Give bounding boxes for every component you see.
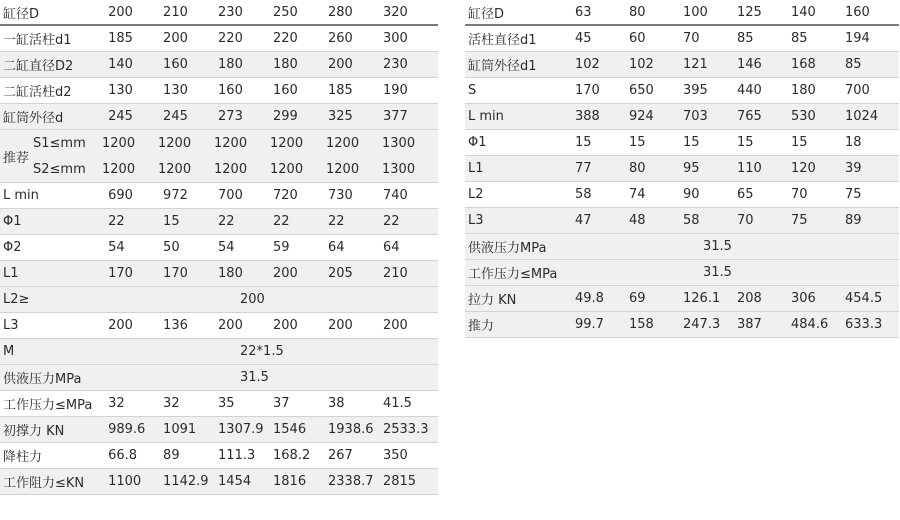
table-cell: 37 <box>273 396 290 411</box>
table-cell: 80 <box>629 161 646 176</box>
table-cell: 130 <box>108 83 133 98</box>
table-cell: 1200 <box>270 135 304 151</box>
row-label: L3 <box>468 213 484 228</box>
table-cell: 208 <box>737 291 762 306</box>
row-label: 缸径D <box>3 6 40 22</box>
table-cell: 650 <box>629 83 654 98</box>
table-cell: 89 <box>163 448 180 463</box>
table-cell: 245 <box>108 109 133 124</box>
table-cell: 1142.9 <box>163 474 209 489</box>
table-cell: 194 <box>845 31 870 46</box>
table-row <box>0 104 438 130</box>
table-row <box>465 156 899 182</box>
table-cell: 35 <box>218 396 235 411</box>
table-cell: 1200 <box>270 161 304 177</box>
table-cell: 730 <box>328 188 353 203</box>
row-label: Φ2 <box>3 240 22 255</box>
table-cell: 75 <box>845 187 862 202</box>
table-cell: 126.1 <box>683 291 721 306</box>
table-cell: 63 <box>575 4 592 20</box>
table-cell: 306 <box>791 291 816 306</box>
table-cell: 125 <box>737 4 762 20</box>
table-row <box>465 78 899 104</box>
table-cell: 66.8 <box>108 448 138 463</box>
table-cell: 70 <box>683 31 700 46</box>
table-cell: 22 <box>218 214 235 229</box>
merged-value: 22*1.5 <box>240 344 284 359</box>
row-label: 活柱直径d1 <box>468 33 537 48</box>
table-cell: 200 <box>328 318 353 333</box>
table-row <box>0 209 438 235</box>
table-cell: 136 <box>163 318 188 333</box>
table-cell: 1200 <box>102 161 136 177</box>
row-label: S1≤mm <box>33 135 86 151</box>
table-cell: 22 <box>108 214 125 229</box>
table-row <box>0 469 438 495</box>
table-cell: 200 <box>328 57 353 72</box>
right-spec-table <box>465 0 899 338</box>
row-label: 供液压力MPa <box>468 241 547 256</box>
table-cell: 325 <box>328 109 353 124</box>
table-cell: 247.3 <box>683 317 721 332</box>
row-label: L1 <box>468 161 484 176</box>
table-cell: 170 <box>163 266 188 281</box>
table-cell: 48 <box>629 213 646 228</box>
table-cell: 200 <box>163 31 188 46</box>
table-cell: 38 <box>328 396 345 411</box>
table-cell: 15 <box>791 135 808 150</box>
row-label: L1 <box>3 266 19 281</box>
row-label: 二缸直径D2 <box>3 59 74 74</box>
table-cell: 130 <box>163 83 188 98</box>
table-cell: 120 <box>791 161 816 176</box>
row-label: M <box>3 344 15 359</box>
table-cell: 54 <box>108 240 125 255</box>
table-cell: 15 <box>683 135 700 150</box>
table-cell: 70 <box>791 187 808 202</box>
table-cell: 45 <box>575 31 592 46</box>
table-cell: 320 <box>382 4 408 20</box>
table-row <box>0 0 438 26</box>
table-cell: 1200 <box>214 135 248 151</box>
table-row <box>0 313 438 339</box>
table-row <box>0 26 438 52</box>
table-cell: 280 <box>328 4 353 20</box>
row-label: L min <box>3 188 39 203</box>
table-cell: 299 <box>273 109 298 124</box>
table-cell: 200 <box>382 318 408 333</box>
row-label: 工作压力≤MPa <box>3 398 93 413</box>
table-cell: 395 <box>683 83 708 98</box>
table-cell: 1200 <box>214 161 248 177</box>
table-cell: 99.7 <box>575 317 604 332</box>
row-label: Φ1 <box>468 135 487 150</box>
table-cell: 111.3 <box>218 448 256 463</box>
table-cell: 15 <box>737 135 754 150</box>
table-cell: 740 <box>382 188 408 203</box>
table-row <box>465 208 899 234</box>
table-cell: 700 <box>845 83 870 98</box>
table-cell: 1200 <box>326 161 360 177</box>
merged-value: 200 <box>240 292 265 307</box>
table-row <box>465 234 899 260</box>
table-cell: 15 <box>575 135 592 150</box>
table-cell: 102 <box>629 57 654 72</box>
table-cell: 15 <box>163 214 180 229</box>
table-cell: 64 <box>328 240 345 255</box>
table-cell: 245 <box>163 109 188 124</box>
table-cell: 54 <box>218 240 235 255</box>
table-cell: 50 <box>163 240 180 255</box>
table-cell: 69 <box>629 291 646 306</box>
table-cell: 700 <box>218 188 243 203</box>
table-cell: 170 <box>108 266 133 281</box>
table-cell: 1024 <box>845 109 879 124</box>
table-cell: 160 <box>163 57 188 72</box>
table-cell: 1454 <box>218 474 252 489</box>
table-cell: 1200 <box>158 161 192 177</box>
row-label: 一缸活柱d1 <box>3 33 72 48</box>
table-cell: 47 <box>575 213 592 228</box>
table-cell: 160 <box>845 4 870 20</box>
table-cell: 989.6 <box>108 422 146 437</box>
table-cell: 273 <box>218 109 243 124</box>
table-row <box>465 52 899 78</box>
table-row <box>465 104 899 130</box>
table-cell: 59 <box>273 240 290 255</box>
table-cell: 972 <box>163 188 188 203</box>
row-label: 工作阻力≤KN <box>3 476 85 491</box>
table-cell: 1546 <box>273 422 307 437</box>
row-label: 初撑力 KN <box>3 424 65 439</box>
table-cell: 703 <box>683 109 708 124</box>
table-cell: 1300 <box>382 161 416 177</box>
table-cell: 180 <box>791 83 816 98</box>
table-cell: 41.5 <box>382 396 412 411</box>
table-cell: 2533.3 <box>382 422 429 437</box>
table-cell: 690 <box>108 188 133 203</box>
table-cell: 350 <box>382 448 408 463</box>
table-row <box>465 0 899 26</box>
table-cell: 200 <box>273 318 298 333</box>
table-cell: 74 <box>629 187 646 202</box>
table-row <box>0 78 438 104</box>
table-cell: 58 <box>575 187 592 202</box>
table-cell: 440 <box>737 83 762 98</box>
table-cell: 180 <box>218 57 243 72</box>
table-cell: 65 <box>737 187 754 202</box>
table-cell: 205 <box>328 266 353 281</box>
table-cell: 720 <box>273 188 298 203</box>
table-cell: 85 <box>737 31 754 46</box>
table-row <box>465 26 899 52</box>
table-cell: 200 <box>108 318 133 333</box>
table-cell: 1300 <box>382 135 416 151</box>
table-cell: 185 <box>108 31 133 46</box>
row-label: L2 <box>468 187 484 202</box>
row-label: 二缸活柱d2 <box>3 85 72 100</box>
group-label: 推荐 <box>3 150 30 166</box>
table-cell: 32 <box>108 396 125 411</box>
table-cell: 100 <box>683 4 708 20</box>
table-cell: 210 <box>163 4 188 20</box>
table-cell: 1200 <box>102 135 136 151</box>
table-cell: 388 <box>575 109 600 124</box>
table-row <box>0 365 438 391</box>
table-cell: 32 <box>163 396 180 411</box>
table-row <box>0 443 438 469</box>
table-cell: 170 <box>575 83 600 98</box>
table-cell: 220 <box>218 31 243 46</box>
left-spec-table <box>0 0 438 495</box>
table-row <box>0 183 438 209</box>
table-cell: 160 <box>218 83 243 98</box>
table-cell: 185 <box>328 83 353 98</box>
table-cell: 89 <box>845 213 862 228</box>
table-cell: 15 <box>629 135 646 150</box>
table-cell: 18 <box>845 135 862 150</box>
table-cell: 77 <box>575 161 592 176</box>
table-row <box>0 235 438 261</box>
table-cell: 230 <box>218 4 243 20</box>
table-cell: 1100 <box>108 474 142 489</box>
table-row <box>465 130 899 156</box>
row-label: 拉力 KN <box>468 293 517 308</box>
row-label: L min <box>468 109 504 124</box>
table-cell: 200 <box>108 4 133 20</box>
table-row <box>0 52 438 78</box>
group-rows <box>30 130 438 182</box>
table-cell: 75 <box>791 213 808 228</box>
table-cell: 210 <box>382 266 408 281</box>
table-row <box>0 261 438 287</box>
table-cell: 1200 <box>158 135 192 151</box>
table-cell: 765 <box>737 109 762 124</box>
table-cell: 1200 <box>326 135 360 151</box>
table-row <box>465 312 899 338</box>
table-cell: 70 <box>737 213 754 228</box>
table-row <box>465 286 899 312</box>
table-cell: 146 <box>737 57 762 72</box>
table-cell: 110 <box>737 161 762 176</box>
table-cell: 85 <box>845 57 862 72</box>
table-cell: 168.2 <box>273 448 311 463</box>
table-cell: 140 <box>108 57 133 72</box>
row-label: 降柱力 <box>3 450 43 465</box>
row-label: 缸径D <box>468 6 505 22</box>
table-cell: 180 <box>273 57 298 72</box>
table-cell: 267 <box>328 448 353 463</box>
row-label: 工作压力≤MPa <box>468 267 558 282</box>
table-cell: 484.6 <box>791 317 829 332</box>
table-cell: 387 <box>737 317 762 332</box>
table-cell: 377 <box>382 109 408 124</box>
recommended-stroke-group <box>0 130 438 183</box>
row-label: 推力 <box>468 319 495 334</box>
table-row <box>0 287 438 313</box>
table-cell: 168 <box>791 57 816 72</box>
table-cell: 160 <box>273 83 298 98</box>
table-cell: 300 <box>382 31 408 46</box>
table-cell: 220 <box>273 31 298 46</box>
table-cell: 633.3 <box>845 317 883 332</box>
table-cell: 2338.7 <box>328 474 374 489</box>
table-cell: 230 <box>382 57 408 72</box>
table-cell: 200 <box>273 266 298 281</box>
table-cell: 1938.6 <box>328 422 374 437</box>
row-label: Φ1 <box>3 214 22 229</box>
row-label: 供液压力MPa <box>3 372 82 387</box>
row-label: S2≤mm <box>33 161 86 177</box>
table-cell: 180 <box>218 266 243 281</box>
table-cell: 200 <box>218 318 243 333</box>
table-cell: 121 <box>683 57 708 72</box>
table-cell: 102 <box>575 57 600 72</box>
table-cell: 90 <box>683 187 700 202</box>
table-cell: 158 <box>629 317 654 332</box>
row-label: 缸筒外径d <box>3 111 64 126</box>
table-cell: 60 <box>629 31 646 46</box>
table-cell: 95 <box>683 161 700 176</box>
table-cell: 530 <box>791 109 816 124</box>
row-label: 缸筒外径d1 <box>468 59 537 74</box>
table-row <box>0 417 438 443</box>
table-row <box>30 156 438 182</box>
table-cell: 39 <box>845 161 862 176</box>
row-label: L2≥ <box>3 292 30 307</box>
table-cell: 190 <box>382 83 408 98</box>
table-cell: 260 <box>328 31 353 46</box>
table-cell: 58 <box>683 213 700 228</box>
table-row <box>465 182 899 208</box>
table-cell: 250 <box>273 4 298 20</box>
table-row <box>0 339 438 365</box>
table-cell: 1307.9 <box>218 422 264 437</box>
table-cell: 1816 <box>273 474 307 489</box>
table-cell: 80 <box>629 4 646 20</box>
table-row <box>465 260 899 286</box>
merged-value: 31.5 <box>703 265 732 280</box>
table-cell: 22 <box>328 214 345 229</box>
table-cell: 2815 <box>382 474 417 489</box>
table-cell: 454.5 <box>845 291 883 306</box>
table-row <box>30 130 438 156</box>
table-cell: 22 <box>273 214 290 229</box>
row-label: S <box>468 83 477 98</box>
table-row <box>0 391 438 417</box>
table-cell: 140 <box>791 4 816 20</box>
table-cell: 924 <box>629 109 654 124</box>
merged-value: 31.5 <box>240 370 269 385</box>
table-cell: 85 <box>791 31 808 46</box>
table-cell: 22 <box>382 214 400 229</box>
table-cell: 1091 <box>163 422 197 437</box>
merged-value: 31.5 <box>703 239 732 254</box>
row-label: L3 <box>3 318 19 333</box>
table-cell: 49.8 <box>575 291 604 306</box>
table-cell: 64 <box>382 240 400 255</box>
